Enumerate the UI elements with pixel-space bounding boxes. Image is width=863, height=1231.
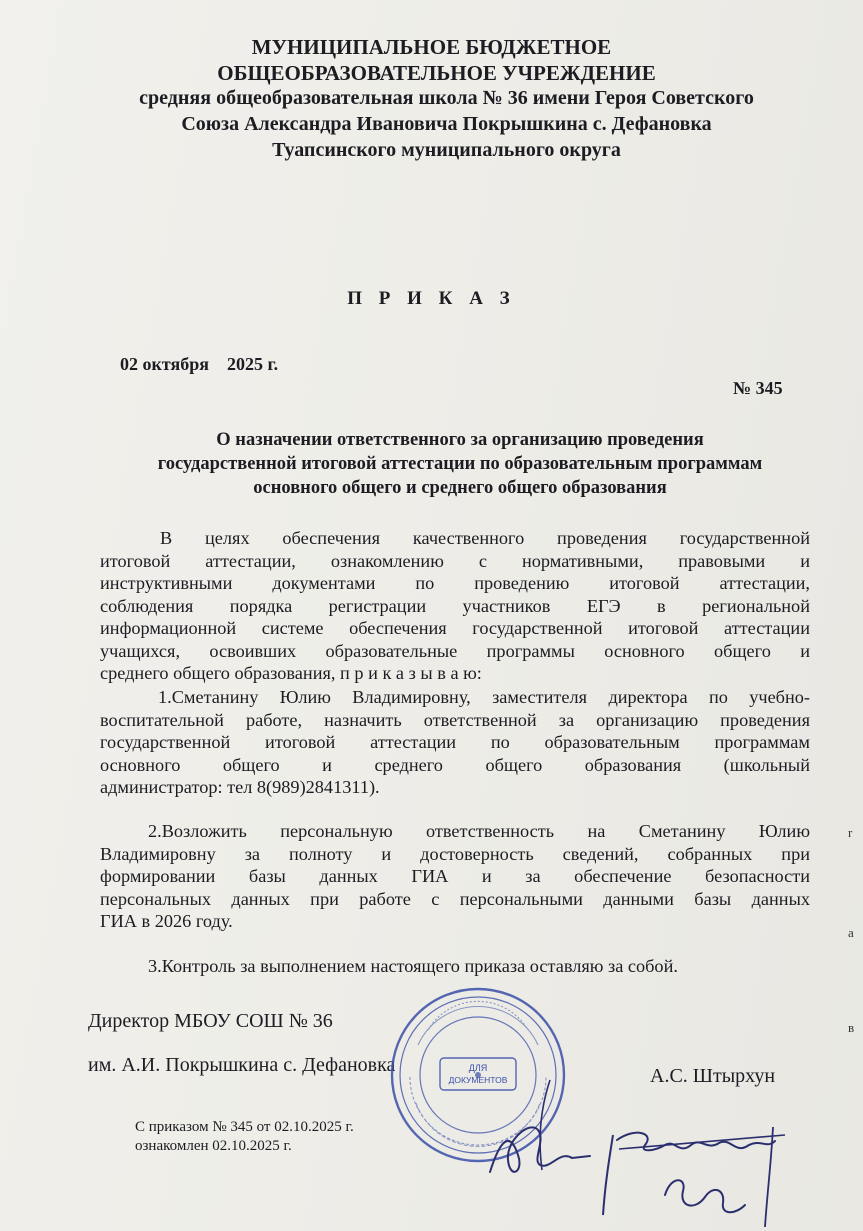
- preamble-line: соблюдения порядка регистрации участников ЕГЭ в региональной: [100, 595, 810, 616]
- item-3-line: 3.Контроль за выполнением настоящего приказа оставляю за собой.: [148, 956, 678, 976]
- subject-line-1: О назначении ответственного за организацию проведения: [216, 430, 704, 450]
- school-name-line: им. А.И. Покрышкина с. Дефановка: [88, 1054, 396, 1076]
- acknowledgement-line-2: ознакомлен 02.10.2025 г.: [135, 1138, 292, 1154]
- item-1-line: воспитательной работе, назначить ответственной за организацию проведения: [100, 709, 810, 730]
- preamble-line: инструктивными документами по проведению итоговой аттестации,: [100, 573, 810, 593]
- item-2-line: ГИА в 2026 году.: [100, 911, 233, 931]
- order-item-2: [100, 820, 810, 933]
- acknowledgement-signature: [595, 1115, 805, 1231]
- preamble-line: В целях обеспечения качественного проведения государственной: [160, 528, 810, 548]
- preamble-line: информационной системе обеспечения государственной итоговой аттестации: [100, 618, 810, 638]
- item-2-line: персональных данных при работе с персональными данными базы данных: [100, 888, 810, 909]
- organization-header: [0, 33, 863, 163]
- item-1-line: государственной итоговой аттестации по образовательным программам: [100, 732, 810, 752]
- item-2-line: Владимировну за полноту и достоверность сведений, собранных при: [100, 843, 810, 864]
- header-line-1: МУНИЦИПАЛЬНОЕ БЮДЖЕТНОЕ: [251, 35, 612, 59]
- order-number: № 345: [733, 378, 783, 398]
- header-line-5: Туапсинского муниципального округа: [272, 139, 621, 161]
- director-signature: [480, 1060, 600, 1190]
- preamble-line: среднего общего образования, п р и к а з ы в а ю:: [100, 663, 482, 683]
- stamp-text-2: ДОКУМЕНТОВ: [448, 1075, 508, 1085]
- acknowledgement-line-1: С приказом № 345 от 02.10.2025 г.: [135, 1119, 354, 1135]
- subject-line-2: государственной итоговой аттестации по образовательным программам: [157, 454, 763, 474]
- item-2-line: 2.Возложить персональную ответственность на Сметанину Юлию: [148, 821, 810, 841]
- item-1-line: администратор: тел 8(989)2841311).: [100, 777, 380, 797]
- director-position: Директор МБОУ СОШ № 36: [88, 1010, 333, 1032]
- header-line-3: средняя общеобразовательная школа № 36 имени Героя Советского: [139, 87, 754, 109]
- order-item-1: [100, 686, 810, 799]
- edge-fragment: a: [848, 925, 854, 940]
- order-item-3: [148, 955, 808, 978]
- edge-fragment: в: [848, 1020, 855, 1035]
- order-date: 02 октября 2025 г.: [120, 354, 279, 374]
- subject-line-3: основного общего и среднего общего образования: [253, 478, 667, 498]
- preamble-line: итоговой аттестации, ознакомлению с нормативными, правовыми и: [100, 550, 810, 571]
- preamble-paragraph: [100, 527, 810, 685]
- item-1-line: основного общего и среднего общего образования (школьный: [100, 754, 810, 775]
- item-2-line: формировании базы данных ГИА и за обеспечение безопасности: [100, 866, 810, 886]
- document-title: П Р И К А З: [347, 288, 516, 309]
- director-name: А.С. Штырхун: [650, 1065, 776, 1087]
- header-line-2: ОБЩЕОБРАЗОВАТЕЛЬНОЕ УЧРЕЖДЕНИЕ: [217, 61, 656, 85]
- stamp-text-1: ДЛЯ: [468, 1063, 488, 1073]
- order-subject: [90, 428, 830, 500]
- item-1-line: 1.Сметанину Юлию Владимировну, заместителя директора по учебно-: [158, 687, 810, 707]
- preamble-line: учащихся, освоивших образовательные программы основного общего и: [100, 640, 810, 661]
- edge-fragment: r: [848, 825, 853, 840]
- header-line-4: Союза Александра Ивановича Покрышкина с. Дефановка: [181, 113, 712, 135]
